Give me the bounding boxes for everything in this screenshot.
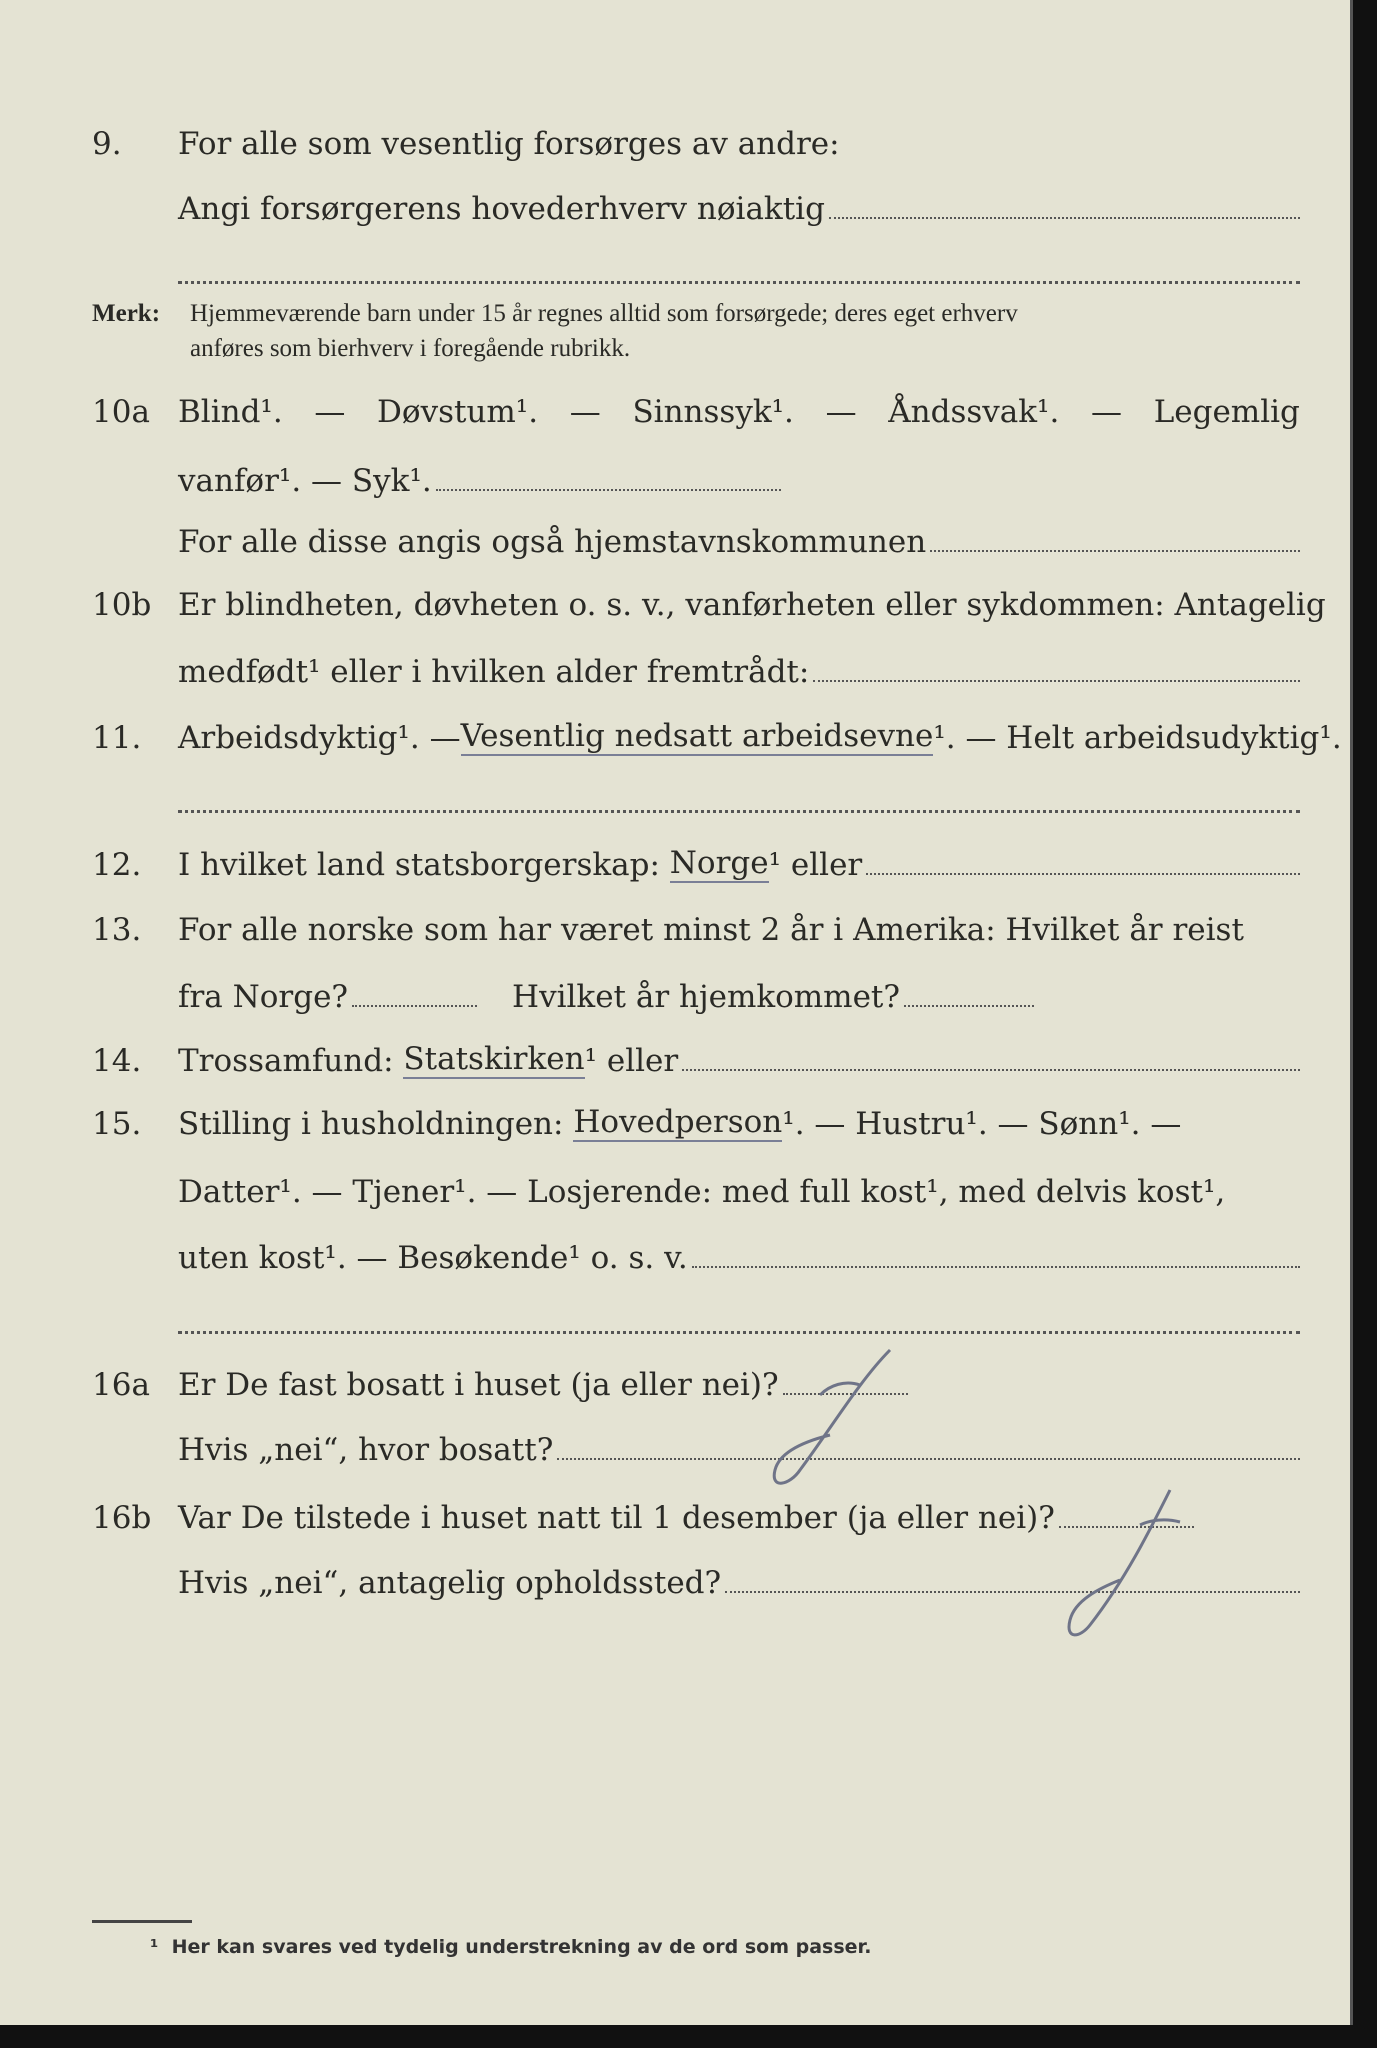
dash: — — [1091, 394, 1123, 430]
q10b-text-2: medfødt¹ eller i hvilken alder fremtrådt: — [178, 654, 810, 690]
q14-text-2: ¹ eller — [584, 1043, 679, 1079]
q15-text: Stilling i husholdningen: — [178, 1106, 564, 1142]
q12-number: 12. — [92, 847, 142, 883]
q12-text: I hvilket land statsborgerskap: — [178, 847, 660, 883]
q10b-number: 10b — [92, 587, 152, 623]
q10a-text-2: vanfør¹. — Syk¹. — [178, 463, 432, 499]
dash: — — [825, 394, 857, 430]
q14-text: Trossamfund: — [178, 1043, 394, 1079]
q16b-text-2: Hvis „nei“, antagelig opholdssted? — [178, 1565, 722, 1601]
option-hovedperson-underlined: Hovedperson — [573, 1104, 783, 1140]
q16a-text: Er De fast bosatt i huset (ja eller nei)? — [178, 1367, 779, 1403]
answer-line[interactable] — [904, 1004, 1034, 1007]
answer-line[interactable] — [178, 281, 1300, 284]
answer-line[interactable] — [783, 1392, 908, 1395]
merk-text: Hjemmeværende barn under 15 år regnes alltid som forsørgede; deres eget erhverv — [190, 300, 1018, 327]
q13-text: For alle norske som har været minst 2 år i Amerika: Hvilket år reist — [178, 912, 1244, 948]
answer-line[interactable] — [178, 1331, 1300, 1334]
q16b-number: 16b — [92, 1500, 152, 1536]
q9-number: 9. — [92, 126, 122, 162]
option-nedsatt-underlined: Vesentlig nedsatt arbeidsevne — [460, 718, 934, 754]
q14-number: 14. — [92, 1043, 142, 1079]
q12-text-2: ¹ eller — [768, 847, 863, 883]
answer-line[interactable] — [557, 1457, 1300, 1460]
answer-line[interactable] — [682, 1068, 1300, 1071]
dash: — — [314, 394, 346, 430]
answer-line[interactable] — [930, 549, 1300, 552]
footnote-mark: ¹ — [150, 1936, 159, 1958]
answer-line[interactable] — [178, 810, 1300, 813]
dash: — — [429, 720, 461, 756]
answer-line[interactable] — [1059, 1525, 1194, 1528]
answer-line[interactable] — [436, 488, 781, 491]
answer-line[interactable] — [692, 1265, 1300, 1268]
q10a-text-3: For alle disse angis også hjemstavnskommunen — [178, 524, 927, 560]
answer-line[interactable] — [813, 679, 1300, 682]
option-legemlig: Legemlig — [1153, 394, 1300, 430]
q15-text-2: ¹. — Hustru¹. — Sønn¹. — — [782, 1106, 1182, 1142]
q9-text: For alle som vesentlig forsørges av andre: — [178, 126, 840, 162]
footnote-text: Her kan svares ved tydelig understrekning av de ord som passer. — [171, 1936, 872, 1958]
option-sinnssyk: Sinnssyk¹. — [632, 394, 794, 430]
answer-line[interactable] — [352, 1004, 477, 1007]
handwritten-answer-ja — [720, 1340, 900, 1500]
q13-number: 13. — [92, 912, 142, 948]
q13-text-a: fra Norge? — [178, 979, 349, 1015]
q13-text-b: Hvilket år hjemkommet? — [512, 979, 901, 1015]
answer-line[interactable] — [866, 872, 1300, 875]
merk-label: Merk: — [92, 300, 161, 327]
q15-number: 15. — [92, 1106, 142, 1142]
q9-text-2: Angi forsørgerens hovederhverv nøiaktig — [178, 191, 825, 227]
q16a-number: 16a — [92, 1367, 150, 1403]
q16b-text: Var De tilstede i huset natt til 1 desember (ja eller nei)? — [178, 1500, 1055, 1536]
answer-line[interactable] — [725, 1590, 1300, 1593]
merk-text-2: anføres som bierhverv i foregående rubrikk. — [190, 335, 631, 362]
q15-text-3: Datter¹. — Tjener¹. — Losjerende: med full kost¹, med delvis kost¹, — [178, 1174, 1226, 1210]
option-dovstum: Døvstum¹. — [377, 394, 539, 430]
option-norge-underlined: Norge — [669, 845, 769, 881]
option-andssvak: Åndssvak¹. — [888, 394, 1060, 430]
dash: — — [569, 394, 601, 430]
q10a-number: 10a — [92, 394, 150, 430]
q11-number: 11. — [92, 720, 142, 756]
option-statskirken-underlined: Statskirken — [403, 1041, 585, 1077]
q10b-text: Er blindheten, døvheten o. s. v., vanførheten eller sykdommen: Antagelig — [178, 587, 1326, 623]
footnote-rule — [92, 1920, 192, 1923]
footnote — [150, 1936, 871, 1958]
option-arbeidsdyktig: Arbeidsdyktig¹. — [178, 720, 420, 756]
answer-line[interactable] — [829, 216, 1300, 219]
option-udyktig: ¹. — Helt arbeidsudyktig¹. — [933, 720, 1342, 756]
q16a-text-2: Hvis „nei“, hvor bosatt? — [178, 1432, 554, 1468]
option-blind: Blind¹. — [178, 394, 283, 430]
q15-text-4: uten kost¹. — Besøkende¹ o. s. v. — [178, 1240, 688, 1276]
